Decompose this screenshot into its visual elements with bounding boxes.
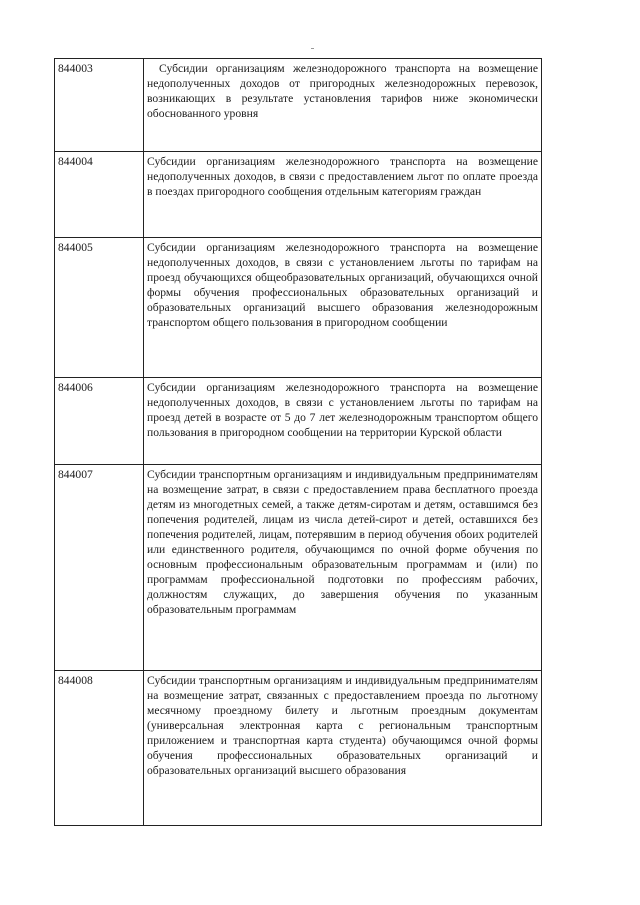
row-code: 844005 xyxy=(58,241,93,254)
row-code: 844006 xyxy=(58,381,93,394)
row-description: Субсидии транспортным организациям и индивидуальным предпринимателям на возмещение затрат, в связи с предоставлением права бесплатного проезда детям из многодетных семей, а также детям-сиротам и детям, оставшимся без попечения родителей, лицам из числа детей-сирот и детей, оставшихся без попечения родителей, лицам, потерявшим в период обучения обоих родителей или единственного родителя, обучающимся по очной форме обучения по основным профессиональным образовательным программам и (или) по программам профессиональной подготовки по профессиям рабочих, должностям служащих, до завершения обучения по указанным образовательным программам xyxy=(147,468,538,616)
table-row xyxy=(55,59,541,151)
row-description: Субсидии организациям железнодорожного транспорта на возмещение недополученных доходов, в связи с установлением льготы по тарифам на проезд детей в возрасте от 5 до 7 лет железнодорожным транспортом общего пользования в пригородном сообщении на территории Курской области xyxy=(147,381,538,439)
row-code: 844007 xyxy=(58,468,93,481)
scan-mark xyxy=(311,48,314,49)
row-description: Субсидии организациям железнодорожного транспорта на возмещение недополученных доходов, в связи с установлением льготы по тарифам на проезд обучающихся общеобразовательных организаций, обучающихся очной формы обучения профессиональных образовательных организаций и образовательных организаций высшего образования железнодорожным транспортом общего пользования в пригородном сообщении xyxy=(147,241,538,329)
row-code: 844004 xyxy=(58,155,93,168)
row-code: 844003 xyxy=(58,62,93,75)
table-row xyxy=(55,237,541,377)
row-code: 844008 xyxy=(58,674,93,687)
row-description: Субсидии транспортным организациям и индивидуальным предпринимателям на возмещение затрат, связанных с предоставлением проезда по льготному месячному проездному билету и льготным проездным документам (универсальная электронная карта с региональным транспортным приложением и транспортная карта студента) обучающимся очной формы обучения профессиональных образовательных организаций и образовательных организаций высшего образования xyxy=(147,674,538,777)
subsidy-codes-table xyxy=(54,58,542,826)
table-row xyxy=(55,377,541,464)
row-description: Субсидии организациям железнодорожного транспорта на возмещение недополученных доходов от пригородных железнодорожных перевозок, возникающих в результате установления тарифов ниже экономически обоснованного уровня xyxy=(147,62,538,120)
table-row xyxy=(55,670,541,827)
table-row xyxy=(55,464,541,670)
table-row xyxy=(55,151,541,237)
row-description: Субсидии организациям железнодорожного транспорта на возмещение недополученных доходов, в связи с предоставлением льгот по оплате проезда в поездах пригородного сообщения отдельным категориям граждан xyxy=(147,155,538,198)
